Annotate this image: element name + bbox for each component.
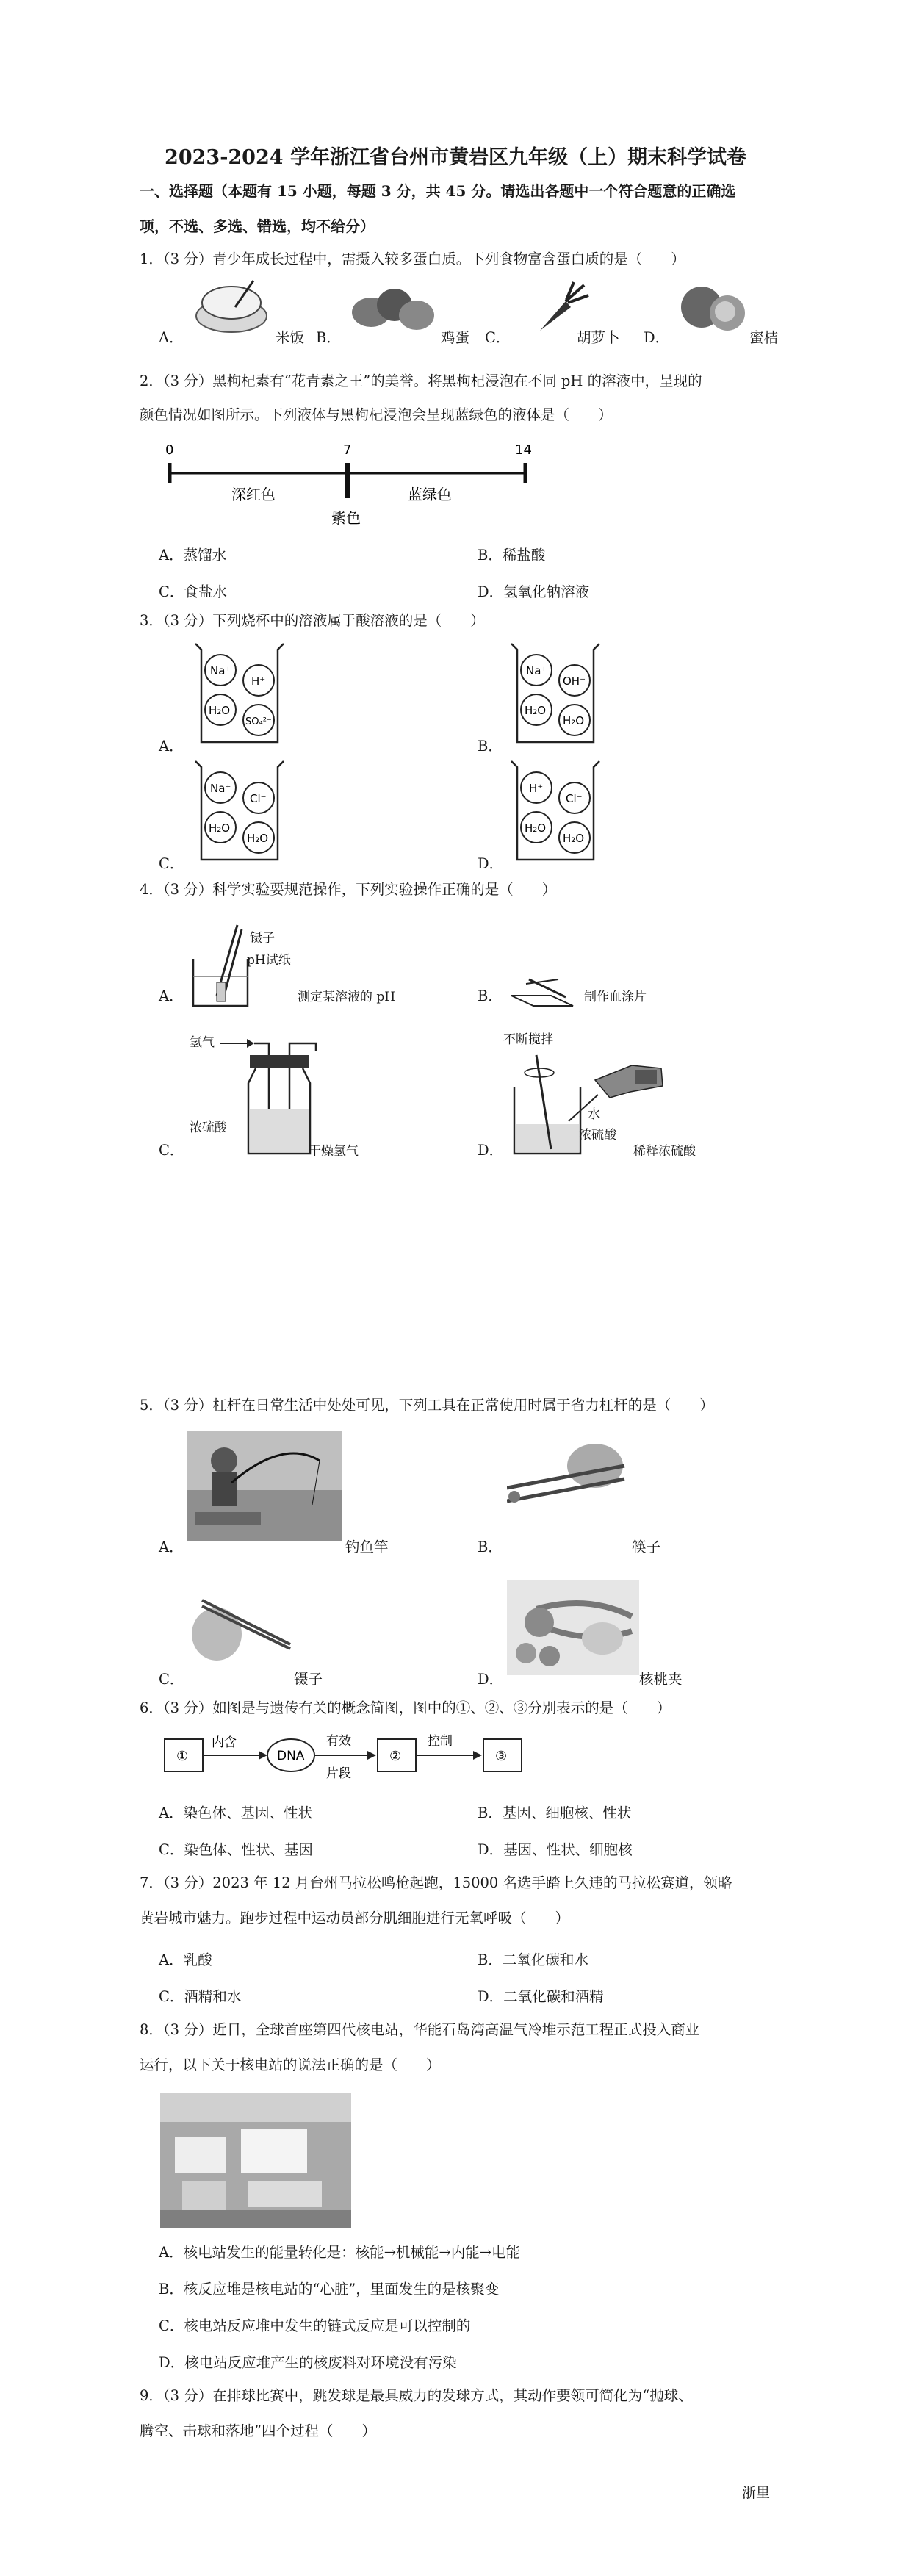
q2-label-deep-red: 深红色 — [231, 486, 276, 503]
q3-b-ion-3: H₂O — [525, 704, 547, 717]
q2-ph-color-scale — [158, 436, 540, 532]
q4-d-sulfuric-acid-label: 浓硫酸 — [579, 1128, 616, 1143]
page-title: 2023-2024 学年浙江省台州市黄岩区九年级（上）期末科学试卷 — [165, 146, 746, 169]
q1-option-c-letter: C． — [485, 329, 511, 346]
q9-stem-line2: 腾空、击球和落地”四个过程（ ） — [140, 2422, 376, 2439]
q5-option-b-label: 筷子 — [632, 1539, 661, 1555]
q3-option-b-letter: B． — [478, 738, 503, 755]
q6-option-b: B．基因、细胞核、性状 — [478, 1805, 632, 1821]
q3-a-ion-4: SO₄²⁻ — [245, 716, 272, 727]
q4-d-letter: D． — [478, 1142, 504, 1159]
q5-d-walnut-cracker-image — [507, 1580, 639, 1675]
q4-b-letter: B． — [478, 987, 503, 1004]
q3-d-ion-4: H₂O — [563, 832, 585, 845]
q3-b-ion-2: OH⁻ — [563, 674, 586, 688]
q2-option-d: D．氢氧化钠溶液 — [478, 583, 590, 600]
q4-a-ph-paper-label: pH试纸 — [247, 953, 291, 968]
q4-c-gas-wash-bottle-image — [220, 1029, 323, 1161]
page-footer: 浙里 — [742, 2485, 771, 2501]
q8-option-b: B．核反应堆是核电站的“心脏”，里面发生的是核聚变 — [159, 2281, 500, 2298]
q3-d-ion-3: H₂O — [525, 821, 547, 835]
q1-orange-image — [672, 278, 753, 337]
q5-option-d-letter: D． — [478, 1671, 504, 1688]
q1-stem: 1．（3 分）青少年成长过程中，需摄入较多蛋白质。下列食物富含蛋白质的是（ ） — [140, 251, 685, 267]
q1-option-a-label: 米饭 — [276, 329, 305, 346]
q2-option-c: C．食盐水 — [159, 583, 227, 600]
q3-stem: 3．（3 分）下列烧杯中的溶液属于酸溶液的是（ ） — [140, 612, 485, 629]
q8-option-d: D．核电站反应堆产生的核废料对环境没有污染 — [159, 2354, 457, 2371]
q5-stem: 5．（3 分）杠杆在日常生活中处处可见，下列工具在正常使用时属于省力杠杆的是（ ） — [140, 1397, 714, 1414]
q3-option-a-letter: A． — [159, 738, 184, 755]
q2-tick-14: 14 — [515, 442, 532, 458]
q3-c-ion-1: Na⁺ — [210, 782, 231, 795]
section-heading-line2: 项，不选、多选、错选，均不给分） — [140, 217, 375, 235]
q3-b-ion-4: H₂O — [563, 714, 585, 727]
q4-a-letter: A． — [159, 987, 184, 1004]
q8-stem-line1: 8．（3 分）近日，全球首座第四代核电站，华能石岛湾高温气冷堆示范工程正式投入商业 — [140, 2021, 700, 2038]
q3-b-ion-1: Na⁺ — [526, 664, 547, 677]
q7-option-b: B．二氧化碳和水 — [478, 1951, 588, 1968]
q7-stem-line2: 黄岩城市魅力。跑步过程中运动员部分肌细胞进行无氧呼吸（ ） — [140, 1910, 570, 1926]
q2-stem-line2: 颜色情况如图所示。下列液体与黑枸杞浸泡会呈现蓝绿色的液体是（ ） — [140, 406, 613, 423]
q4-a-tweezers-label: 镊子 — [250, 931, 275, 946]
q6-option-d: D．基因、性状、细胞核 — [478, 1841, 633, 1858]
q3-beaker-b — [507, 639, 602, 749]
q3-option-c-letter: C． — [159, 855, 184, 872]
q5-option-a-letter: A． — [159, 1539, 184, 1555]
q5-option-d-label: 核桃夹 — [639, 1671, 683, 1688]
q6-concept-diagram — [162, 1723, 544, 1789]
q5-option-b-letter: B． — [478, 1539, 503, 1555]
q8-nuclear-plant-image — [160, 2093, 351, 2228]
q4-c-sulfuric-acid-label: 浓硫酸 — [190, 1120, 227, 1135]
q4-c-hydrogen-label: 氢气 — [190, 1035, 215, 1050]
q6-arrow-3-label: 控制 — [428, 1734, 453, 1749]
q8-stem-line2: 运行，以下关于核电站的说法正确的是（ ） — [140, 2057, 441, 2073]
q4-d-water-label: 水 — [588, 1107, 600, 1122]
q7-option-c: C．酒精和水 — [159, 1988, 242, 2005]
q4-stem: 4．（3 分）科学实验要规范操作，下列实验操作正确的是（ ） — [140, 881, 557, 898]
q8-option-a: A．核电站发生的能量转化是：核能→机械能→内能→电能 — [159, 2244, 521, 2261]
q3-d-ion-2: Cl⁻ — [566, 792, 583, 805]
q3-beaker-c — [191, 757, 287, 867]
q6-node-3: ③ — [495, 1749, 508, 1764]
q3-c-ion-2: Cl⁻ — [250, 792, 267, 805]
q6-node-1: ① — [176, 1749, 189, 1764]
section-heading-line1: 一、选择题（本题有 15 小题，每题 3 分，共 45 分。请选出各题中一个符合题意的正确选 — [140, 182, 736, 200]
q6-node-dna: DNA — [277, 1749, 305, 1763]
q3-d-ion-1: H⁺ — [529, 782, 544, 795]
q2-label-purple: 紫色 — [331, 509, 361, 527]
q4-d-stirring-label: 不断搅拌 — [503, 1032, 553, 1047]
q5-option-c-letter: C． — [159, 1671, 184, 1688]
q5-a-fishing-rod-image — [187, 1431, 342, 1541]
q1-rice-image — [191, 278, 272, 337]
q2-label-blue-green: 蓝绿色 — [408, 486, 452, 503]
q6-option-a: A．染色体、基因、性状 — [159, 1805, 313, 1821]
q3-beaker-a — [191, 639, 287, 749]
q4-b-caption: 制作血涂片 — [584, 990, 647, 1004]
q2-tick-7: 7 — [343, 442, 352, 458]
q7-stem-line1: 7．（3 分）2023 年 12 月台州马拉松鸣枪起跑，15000 名选手踏上久违的马拉松赛道，领略 — [140, 1874, 732, 1891]
q2-tick-0: 0 — [165, 442, 174, 458]
section-heading — [140, 173, 786, 244]
q3-beaker-d — [507, 757, 602, 867]
q3-a-ion-3: H₂O — [209, 704, 231, 717]
q1-option-a-letter: A． — [159, 329, 184, 346]
q5-option-a-label: 钓鱼竿 — [345, 1539, 389, 1555]
q8-option-c: C．核电站反应堆中发生的链式反应是可以控制的 — [159, 2317, 471, 2334]
q7-option-d: D．二氧化碳和酒精 — [478, 1988, 604, 2005]
q6-option-c: C．染色体、性状、基因 — [159, 1841, 313, 1858]
q3-option-d-letter: D． — [478, 855, 504, 872]
q4-c-caption: 干燥氢气 — [309, 1144, 359, 1159]
q5-option-c-label: 镊子 — [294, 1671, 323, 1688]
q6-arrow-1-label: 内含 — [212, 1735, 237, 1750]
q3-a-ion-1: Na⁺ — [210, 664, 231, 677]
q3-a-ion-2: H⁺ — [251, 674, 266, 688]
q5-b-chopsticks-image — [507, 1436, 632, 1525]
q3-c-ion-3: H₂O — [209, 821, 231, 835]
q1-egg-image — [349, 283, 437, 336]
q1-option-c-label: 胡萝卜 — [577, 329, 620, 346]
q1-option-b-label: 鸡蛋 — [441, 329, 470, 346]
q6-arrow-2-label-a: 有效 — [326, 1734, 351, 1749]
q2-stem-line1: 2．（3 分）黑枸杞素有“花青素之王”的美誉。将黑枸杞浸泡在不同 pH 的溶液中，呈现的 — [140, 373, 702, 389]
q6-node-2: ② — [389, 1749, 402, 1764]
q1-option-b-letter: B． — [316, 329, 341, 346]
q6-stem: 6．（3 分）如图是与遗传有关的概念简图，图中的①、②、③分别表示的是（ ） — [140, 1699, 671, 1716]
q6-arrow-2-label-b: 片段 — [326, 1766, 351, 1781]
q4-a-caption: 测定某溶液的 pH — [298, 990, 396, 1004]
q2-option-b: B．稀盐酸 — [478, 547, 546, 564]
q4-c-letter: C． — [159, 1142, 184, 1159]
q1-option-d-label: 蜜桔 — [749, 329, 779, 346]
q2-option-a: A．蒸馏水 — [159, 547, 227, 564]
q4-d-caption: 稀释浓硫酸 — [633, 1144, 696, 1159]
q5-c-tweezers-image — [187, 1586, 298, 1666]
q1-option-d-letter: D． — [644, 329, 670, 346]
q4-b-blood-smear-image — [507, 974, 588, 1010]
q7-option-a: A．乳酸 — [159, 1951, 212, 1968]
q3-c-ion-4: H₂O — [247, 832, 269, 845]
q9-stem-line1: 9．（3 分）在排球比赛中，跳发球是最具威力的发球方式，其动作要领可简化为“抛球、 — [140, 2387, 693, 2404]
